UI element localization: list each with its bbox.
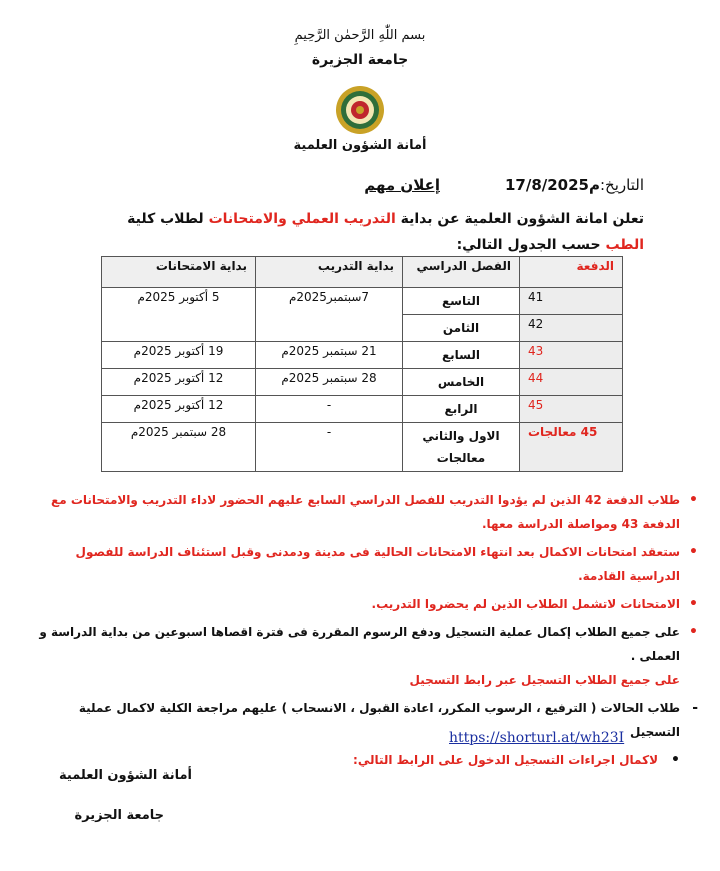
note-text-highlight: على جميع الطلاب التسجيل عبر رابط التسجيل <box>409 673 680 687</box>
note-text: لاكمال اجراءات التسجيل الدخول على الرابط التالي: <box>353 753 658 767</box>
date-value: 17/8/2025م <box>504 176 600 194</box>
cell-training: - <box>256 423 403 472</box>
cell-exams: 12 أكتوبر 2025م <box>102 396 256 423</box>
cell-exams: 19 أكتوبر 2025م <box>102 342 256 369</box>
cell-batch: 45 <box>520 396 623 423</box>
bullet-icon: • <box>671 752 680 768</box>
basmala: بسم اللّٰهِ الرَّحمٰن الرَّحِيمِ <box>294 28 426 43</box>
note-text: ستعقد امتحانات الاكمال بعد انتهاء الامتحانات الحالية فى مدينة ودمدنى وقبل استئناف الدراسة للفصول الدراسية القادمة. <box>75 545 680 583</box>
table-header-row <box>102 257 623 288</box>
cell-batch: 44 <box>520 369 623 396</box>
note-item <box>28 592 698 616</box>
note-text: على جميع الطلاب إكمال عملية التسجيل ودفع الرسوم المقررة فى فترة اقصاها اسبوعين من بداية الدراسة و العملى . <box>39 625 680 663</box>
signature-university: جامعة الجزيرة <box>74 808 164 823</box>
intro-paragraph <box>84 206 644 258</box>
cell-training: 7سبتمبر2025م <box>256 288 403 342</box>
date-line <box>505 176 644 194</box>
bullet-icon: • <box>689 596 698 612</box>
note-text: طلاب الحالات ( الترفيع ، الرسوب المكرر، اعادة القبول ، الانسحاب ) عليهم مراجعة الكلية لاكمال عملية التسجيل <box>78 701 680 739</box>
bullet-icon: • <box>689 492 698 508</box>
cell-semester: السابع <box>403 342 520 369</box>
dash-icon: - <box>692 700 698 716</box>
header-semester: الفصل الدراسي <box>403 257 520 288</box>
note-item <box>28 540 698 588</box>
cell-training: 28 سبتمبر 2025م <box>256 369 403 396</box>
cell-batch: 45 معالجات <box>520 423 623 472</box>
header-exams: بداية الامتحانات <box>102 257 256 288</box>
cell-semester: التاسع <box>403 288 520 315</box>
registration-link[interactable]: https://shorturl.at/wh23I <box>449 730 625 746</box>
cell-semester-line-2: معالجات <box>436 451 486 465</box>
note-item <box>28 488 698 536</box>
university-name: جامعة الجزيرة <box>311 52 409 68</box>
cell-training: - <box>256 396 403 423</box>
table-row <box>102 342 623 369</box>
cell-batch: 42 <box>520 315 623 342</box>
cell-batch: 41 <box>520 288 623 315</box>
intro-highlight-training: التدريب العملي والامتحانات <box>208 211 396 227</box>
bullet-icon: • <box>689 624 698 640</box>
intro-text-1: تعلن امانة الشؤون العلمية عن بداية <box>395 211 644 227</box>
cell-exams: 12 أكتوبر 2025م <box>102 369 256 396</box>
cell-semester <box>403 423 520 472</box>
table-row <box>102 423 623 472</box>
intro-text-3: حسب الجدول التالي: <box>456 237 606 253</box>
bullet-icon: • <box>689 544 698 560</box>
intro-text-2: لطلاب كلية <box>127 211 209 227</box>
header-batch: الدفعة <box>520 257 623 288</box>
note-text: طلاب الدفعة 42 الذين لم يؤدوا التدريب للفصل الدراسي السابع عليهم الحضور لاداء التدريب والامتحانات مع الدفعة 43 ومواصلة الدراسة معها. <box>51 493 680 531</box>
cell-semester: الخامس <box>403 369 520 396</box>
cell-exams: 5 أكتوبر 2025م <box>102 288 256 342</box>
signature-department: أمانة الشؤون العلمية <box>59 768 192 783</box>
note-item <box>28 620 698 692</box>
intro-highlight-faculty: الطب <box>605 237 644 253</box>
cell-exams: 28 سبتمبر 2025م <box>102 423 256 472</box>
department-name: أمانة الشؤون العلمية <box>293 138 427 153</box>
date-label: التاريخ: <box>600 176 644 194</box>
schedule-table <box>101 256 623 472</box>
university-logo <box>334 84 386 136</box>
note-text: الامتحانات لاتشمل الطلاب الذين لم يحضروا التدريب. <box>371 597 680 611</box>
cell-semester: الرابع <box>403 396 520 423</box>
cell-batch: 43 <box>520 342 623 369</box>
cell-semester: الثامن <box>403 315 520 342</box>
table-row <box>102 369 623 396</box>
cell-semester-line-1: الاول والثاني <box>422 429 500 443</box>
header-training: بداية التدريب <box>256 257 403 288</box>
notice-title: إعلان مهم <box>364 176 440 194</box>
table-row <box>102 288 623 315</box>
table-row <box>102 396 623 423</box>
cell-training: 21 سبتمبر 2025م <box>256 342 403 369</box>
